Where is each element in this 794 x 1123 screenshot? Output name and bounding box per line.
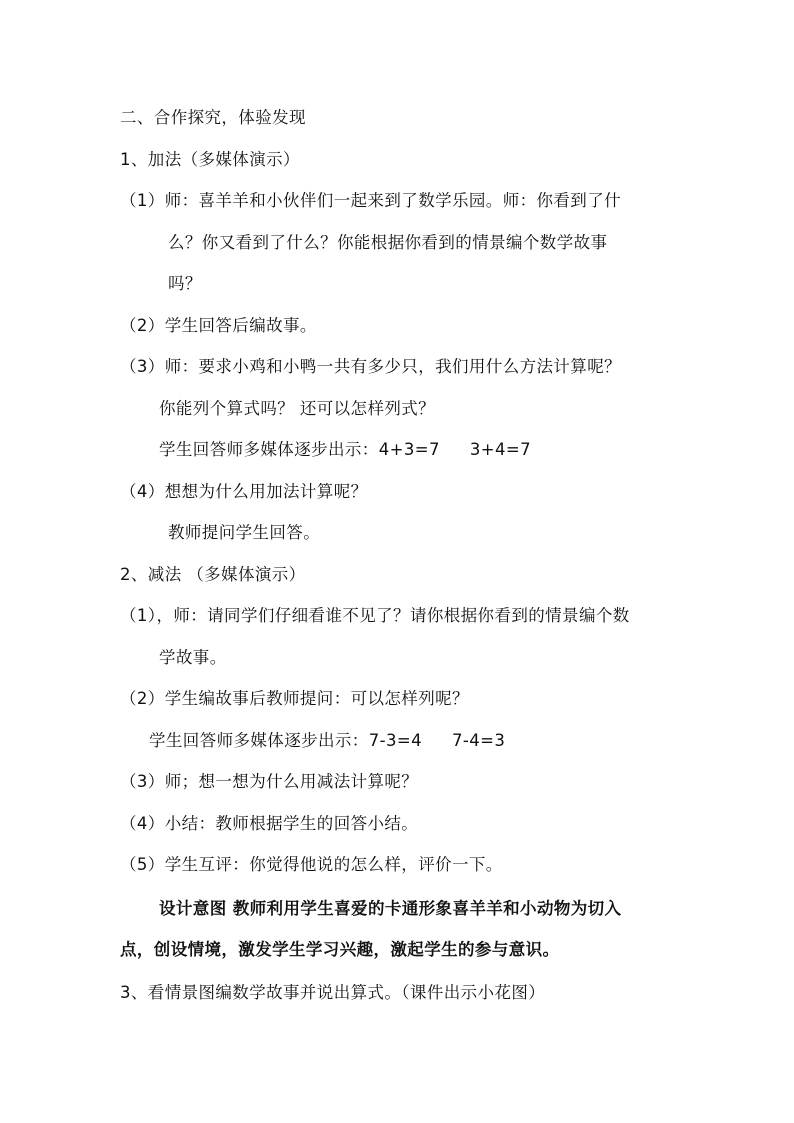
- addition-item1-line1: （1）师：喜羊羊和小伙伴们一起来到了数学乐园。师：你看到了什: [120, 191, 621, 210]
- addition-item3-line2: 你能列个算式吗？ 还可以怎样列式？: [159, 399, 436, 418]
- section-heading: 二、合作探究，体验发现: [120, 108, 306, 127]
- addition-item4-answer: 教师提问学生回答。: [168, 523, 321, 542]
- subtraction-item1-line1: （1），师：请同学们仔细看谁不见了？请你根据你看到的情景编个数: [120, 606, 630, 625]
- design-intent-line1: 设计意图 教师利用学生喜爱的卡通形象喜羊羊和小动物为切入: [159, 899, 622, 918]
- subtraction-heading: 2、减法 （多媒体演示）: [120, 565, 306, 584]
- subtraction-item4: （4）小结：教师根据学生的回答小结。: [120, 814, 419, 833]
- addition-item3-line1: （3）师：要求小鸡和小鸭一共有多少只，我们用什么方法计算呢？: [120, 357, 621, 376]
- subtraction-formula-2: 7-4=3: [451, 731, 506, 750]
- subtraction-answer: [149, 731, 505, 751]
- subtraction-item2: （2）学生编故事后教师提问：可以怎样列呢？: [120, 689, 469, 708]
- subtraction-answer-prefix: 学生回答师多媒体逐步出示：: [149, 731, 369, 750]
- addition-heading: 1、加法（多媒体演示）: [120, 150, 300, 169]
- addition-item2: （2）学生回答后编故事。: [120, 316, 317, 335]
- design-intent-line2: 点，创设情境，激发学生学习兴趣，激起学生的参与意识。: [120, 940, 560, 959]
- subtraction-formula-1: 7-3=4: [368, 731, 422, 750]
- subtraction-item3: （3）师；想一想为什么用减法计算呢？: [120, 772, 419, 791]
- subtraction-item5: （5）学生互评：你觉得他说的怎么样，评价一下。: [120, 855, 503, 874]
- addition-item4: （4）想想为什么用加法计算呢？: [120, 482, 368, 501]
- addition-answer: [159, 440, 531, 460]
- addition-formula-1: 4+3=7: [378, 440, 440, 459]
- addition-formula-2: 3+4=7: [469, 440, 532, 459]
- subtraction-item1-line2: 学故事。: [159, 648, 227, 667]
- item3-heading: 3、看情景图编数学故事并说出算式。（课件出示小花图）: [120, 983, 546, 1002]
- addition-item1-line3: 吗？: [168, 274, 202, 293]
- addition-item1-line2: 么？你又看到了什么？你能根据你看到的情景编个数学故事: [168, 233, 608, 252]
- addition-answer-prefix: 学生回答师多媒体逐步出示：: [159, 440, 379, 459]
